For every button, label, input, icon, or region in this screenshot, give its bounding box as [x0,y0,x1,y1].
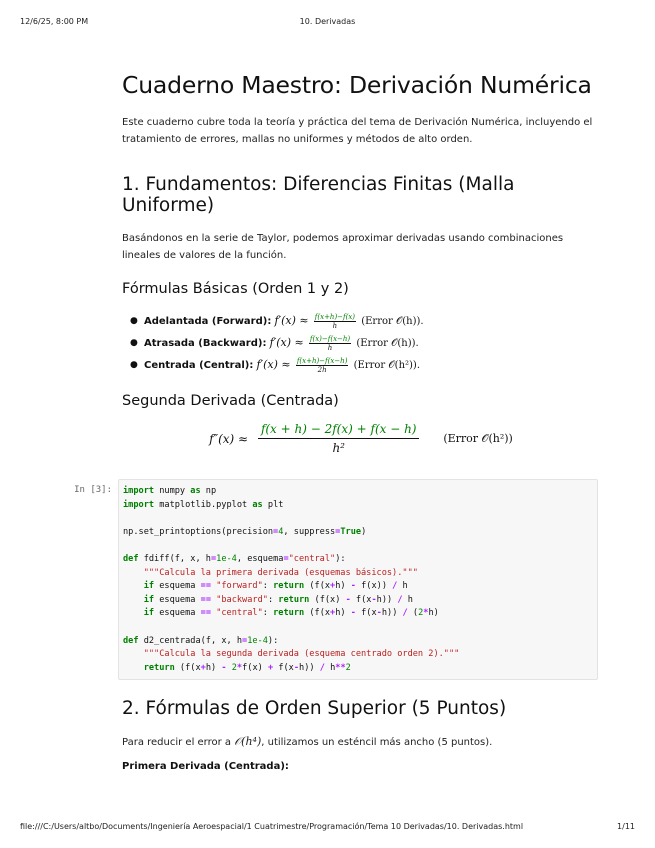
code-line [123,621,597,635]
section-2-text-before: Para reducir el error a [122,737,235,748]
page-title: Cuaderno Maestro: Derivación Numérica [122,71,592,99]
code-line: import matplotlib.pyplot as plt [123,499,284,510]
formula-backward [130,332,600,354]
bullet-icon: ● [130,316,138,326]
section-1-title: 1. Fundamentos: Diferencias Finitas (Malla Uniforme) [122,174,515,216]
formula-numerator: f(x+h)−f(x−h) [296,356,348,365]
formula-label: Atrasada (Backward): [144,338,267,349]
formula-lhs: f′(x) ≈ [274,314,309,327]
formula-label: Centrada (Central): [144,360,254,371]
code-line: """Calcula la primera derivada (esquemas básicos).""" [143,567,418,578]
notebook-content [122,70,600,470]
code-area[interactable] [123,485,597,675]
print-header [20,17,635,29]
code-line: return (f(x+h) - 2*f(x) + f(x-h)) / h**2 [143,662,351,673]
bullet-icon: ● [130,338,138,348]
code-line: if esquema == "forward": return (f(x+h) - f(x)) / h [143,581,408,592]
section-2 [122,698,600,772]
code-line [123,512,597,526]
code-editor[interactable] [118,479,598,680]
section-2-title: 2. Fórmulas de Orden Superior (5 Puntos) [122,698,507,719]
basic-formulas-title: Fórmulas Básicas (Orden 1 y 2) [122,281,349,297]
print-footer [20,822,635,834]
second-derivative-title: Segunda Derivada (Centrada) [122,393,339,409]
equation-fraction [258,422,420,455]
formula-lhs: f′(x) ≈ [256,358,291,371]
formula-fraction [314,313,356,330]
cell-prompt: In [3]: [74,485,112,495]
formula-error: (Error 𝒪(h²)). [353,360,420,371]
page-number: 1/11 [617,822,635,831]
equation-error: (Error 𝒪(h²)) [443,431,513,445]
basic-formulas-list [130,310,600,376]
section-1-paragraph: Basándonos en la serie de Taylor, podemos aproximar derivadas usando combinaciones lineales de valores de la función. [122,233,564,261]
formula-fraction [296,357,349,374]
bullet-icon: ● [130,360,138,370]
formula-denominator: h [327,343,333,352]
code-line: """Calcula la segunda derivada (esquema centrado orden 2).""" [143,649,460,660]
formula-numerator: f(x+h)−f(x) [314,312,356,321]
formula-lhs: f′(x) ≈ [269,336,304,349]
code-line [123,539,597,553]
file-path: file:///C:/Users/altbo/Documents/Ingeniería Aeroespacial/1 Cuatrimestre/Programación/Tema 10 Derivadas/10. Derivadas.html [20,822,524,831]
code-line: if esquema == "central": return (f(x+h) - f(x-h)) / (2*h) [143,608,439,619]
equation-denominator: h² [332,441,345,455]
code-line: def fdiff(f, x, h=1e-4, esquema="central"): [123,553,346,564]
section-2-error-math: 𝒪(h⁴) [234,735,262,748]
formula-denominator: 2h [317,365,327,374]
code-line: np.set_printoptions(precision=4, suppress=True) [123,526,367,537]
formula-label: Adelantada (Forward): [144,316,272,327]
formula-central [130,354,600,376]
print-date: 12/6/25, 8:00 PM [20,17,89,26]
intro-paragraph: Este cuaderno cubre toda la teoría y práctica del tema de Derivación Numérica, incluyendo el tratamiento de errores, mallas no uniformes y métodos de alto orden. [122,117,593,145]
formula-forward [130,310,600,332]
formula-fraction [309,335,351,352]
equation-lhs: f″(x) ≈ [209,431,249,446]
formula-numerator: f(x)−f(x−h) [309,334,351,343]
formula-error: (Error 𝒪(h)). [361,316,424,327]
code-line: if esquema == "backward": return (f(x) - f(x-h)) / h [143,594,413,605]
print-title: 10. Derivadas [299,17,356,26]
equation-numerator: f(x + h) − 2f(x) + f(x − h) [258,422,420,439]
code-line: import numpy as np [123,486,217,496]
section-2-text-after: , utilizamos un esténcil más ancho (5 puntos). [261,737,493,748]
section-2-paragraph [122,733,600,751]
formula-denominator: h [332,321,338,330]
first-derivative-label: Primera Derivada (Centrada): [122,761,289,772]
formula-error: (Error 𝒪(h)). [356,338,419,349]
code-line: def d2_centrada(f, x, h=1e-4): [123,635,279,646]
second-derivative-equation [122,422,600,470]
